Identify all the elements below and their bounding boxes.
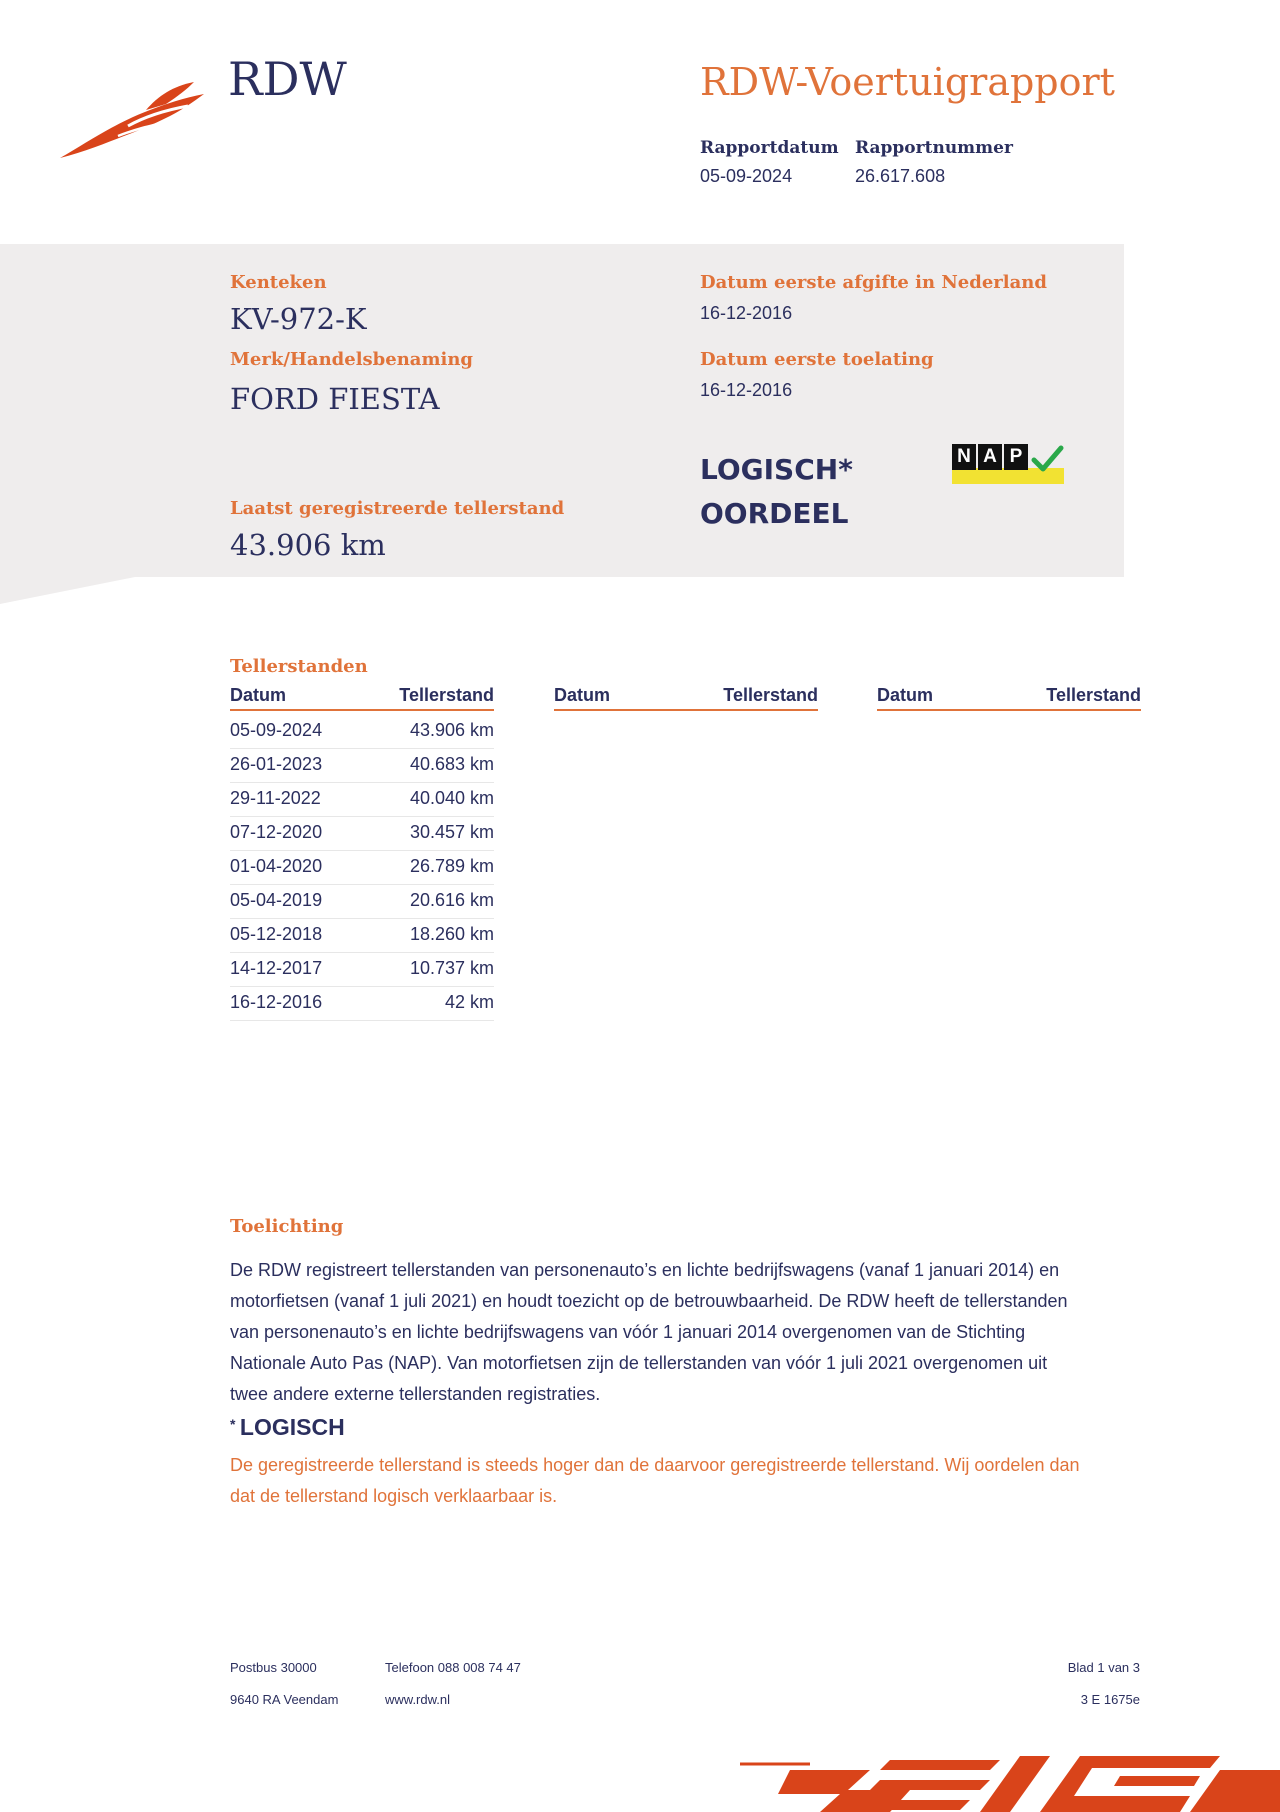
row-date: 26-01-2023 [230, 754, 323, 774]
explanation-title: Toelichting [230, 1216, 344, 1237]
report-date: 05-09-2024 [700, 166, 793, 186]
report-number-label: Rapportnummer [855, 138, 1013, 158]
nap-letter-n: N [952, 444, 976, 470]
row-date: 07-12-2020 [230, 822, 323, 842]
plate-value: KV-972-K [230, 302, 367, 336]
logisch-heading [230, 1414, 345, 1441]
row-reading: 40.040 km [409, 788, 494, 808]
table-row [230, 953, 494, 987]
report-date-label: Rapportdatum [700, 138, 839, 158]
row-date: 05-09-2024 [230, 720, 323, 740]
first-issue-nl-value: 16-12-2016 [700, 303, 793, 323]
table-row [230, 817, 494, 851]
footer-postbus: Postbus 30000 [230, 1660, 317, 1675]
row-reading: 42 km [444, 992, 494, 1012]
odometer-col-header-3 [877, 683, 1141, 711]
report-number: 26.617.608 [855, 166, 946, 186]
row-date: 01-04-2020 [230, 856, 323, 876]
row-date: 29-11-2022 [230, 788, 321, 808]
table-row [230, 919, 494, 953]
row-reading: 26.789 km [409, 856, 494, 876]
panel-notch [0, 576, 140, 604]
row-date: 05-12-2018 [230, 924, 323, 944]
make-value: FORD FIESTA [230, 382, 440, 416]
odometer-col-header-2 [554, 683, 818, 711]
rdw-logo-icon [58, 80, 208, 162]
row-reading: 20.616 km [409, 890, 494, 910]
col-reading-header: Tellerstand [1046, 685, 1141, 705]
odometer-col-header-1 [230, 683, 494, 711]
explanation-text [230, 1255, 1190, 1410]
table-row [230, 715, 494, 749]
table-row [230, 987, 494, 1021]
nap-badge [952, 444, 1064, 484]
report-title: RDW-Voertuigrapport [700, 60, 1115, 104]
footer-phone: Telefoon 088 008 74 47 [385, 1660, 521, 1675]
explanation-line: van personenauto’s en lichte bedrijfswagens van vóór 1 januari 2014 overgenomen van de Stichting [230, 1322, 1026, 1342]
decorative-stripes-icon [720, 1740, 1280, 1812]
logisch-line: De geregistreerde tellerstand is steeds hoger dan de daarvoor geregistreerde tellerstand. Wij oordelen dan [230, 1455, 1080, 1475]
col-date-header: Datum [877, 685, 934, 705]
nap-letter-p: P [1004, 444, 1028, 470]
first-admission-label: Datum eerste toelating [700, 349, 934, 370]
verdict-line2: OORDEEL [700, 497, 849, 530]
col-reading-header: Tellerstand [723, 685, 818, 705]
row-reading: 10.737 km [409, 958, 494, 978]
row-reading: 40.683 km [409, 754, 494, 774]
logisch-title: LOGISCH [239, 1414, 345, 1440]
table-row [230, 851, 494, 885]
logisch-text [230, 1450, 1190, 1512]
col-date-header: Datum [554, 685, 611, 705]
footer-city: 9640 RA Veendam [230, 1692, 339, 1707]
first-issue-nl-label: Datum eerste afgifte in Nederland [700, 272, 1047, 293]
vehicle-summary-panel [0, 244, 1124, 577]
table-row [230, 783, 494, 817]
table-row [230, 885, 494, 919]
make-label: Merk/Handelsbenaming [230, 349, 474, 370]
row-date: 14-12-2017 [230, 958, 323, 978]
plate-label: Kenteken [230, 272, 327, 293]
col-reading-header: Tellerstand [399, 685, 494, 705]
explanation-line: twee andere externe tellerstanden registraties. [230, 1384, 601, 1404]
explanation-line: motorfietsen (vanaf 1 juli 2021) en houdt toezicht op de betrouwbaarheid. De RDW heeft de tellerstanden [230, 1291, 1068, 1311]
nap-letter-a: A [978, 444, 1002, 470]
row-reading: 30.457 km [409, 822, 494, 842]
row-reading: 43.906 km [409, 720, 494, 740]
table-row [230, 749, 494, 783]
last-odometer-value: 43.906 km [230, 528, 386, 562]
col-date-header: Datum [230, 685, 287, 705]
footer-website[interactable]: www.rdw.nl [385, 1692, 451, 1707]
odometer-section-title: Tellerstanden [230, 656, 368, 677]
org-name: RDW [228, 52, 347, 106]
checkmark-icon [1030, 444, 1064, 478]
row-date: 05-04-2019 [230, 890, 323, 910]
explanation-line: De RDW registreert tellerstanden van personenauto’s en lichte bedrijfswagens (vanaf 1 januari 2014) en [230, 1260, 1060, 1280]
footer-page: Blad 1 van 3 [1067, 1660, 1140, 1675]
logisch-line: dat de tellerstand logisch verklaarbaar is. [230, 1486, 558, 1506]
first-admission-value: 16-12-2016 [700, 380, 793, 400]
last-odometer-label: Laatst geregistreerde tellerstand [230, 498, 565, 519]
row-date: 16-12-2016 [230, 992, 323, 1012]
logisch-star: * [230, 1416, 236, 1432]
verdict-line1: LOGISCH* [700, 453, 853, 486]
explanation-line: Nationale Auto Pas (NAP). Van motorfietsen zijn de tellerstanden van vóór 1 juli 2021 overgenomen uit [230, 1353, 1048, 1373]
row-reading: 18.260 km [409, 924, 494, 944]
footer-code: 3 E 1675e [1080, 1692, 1140, 1707]
